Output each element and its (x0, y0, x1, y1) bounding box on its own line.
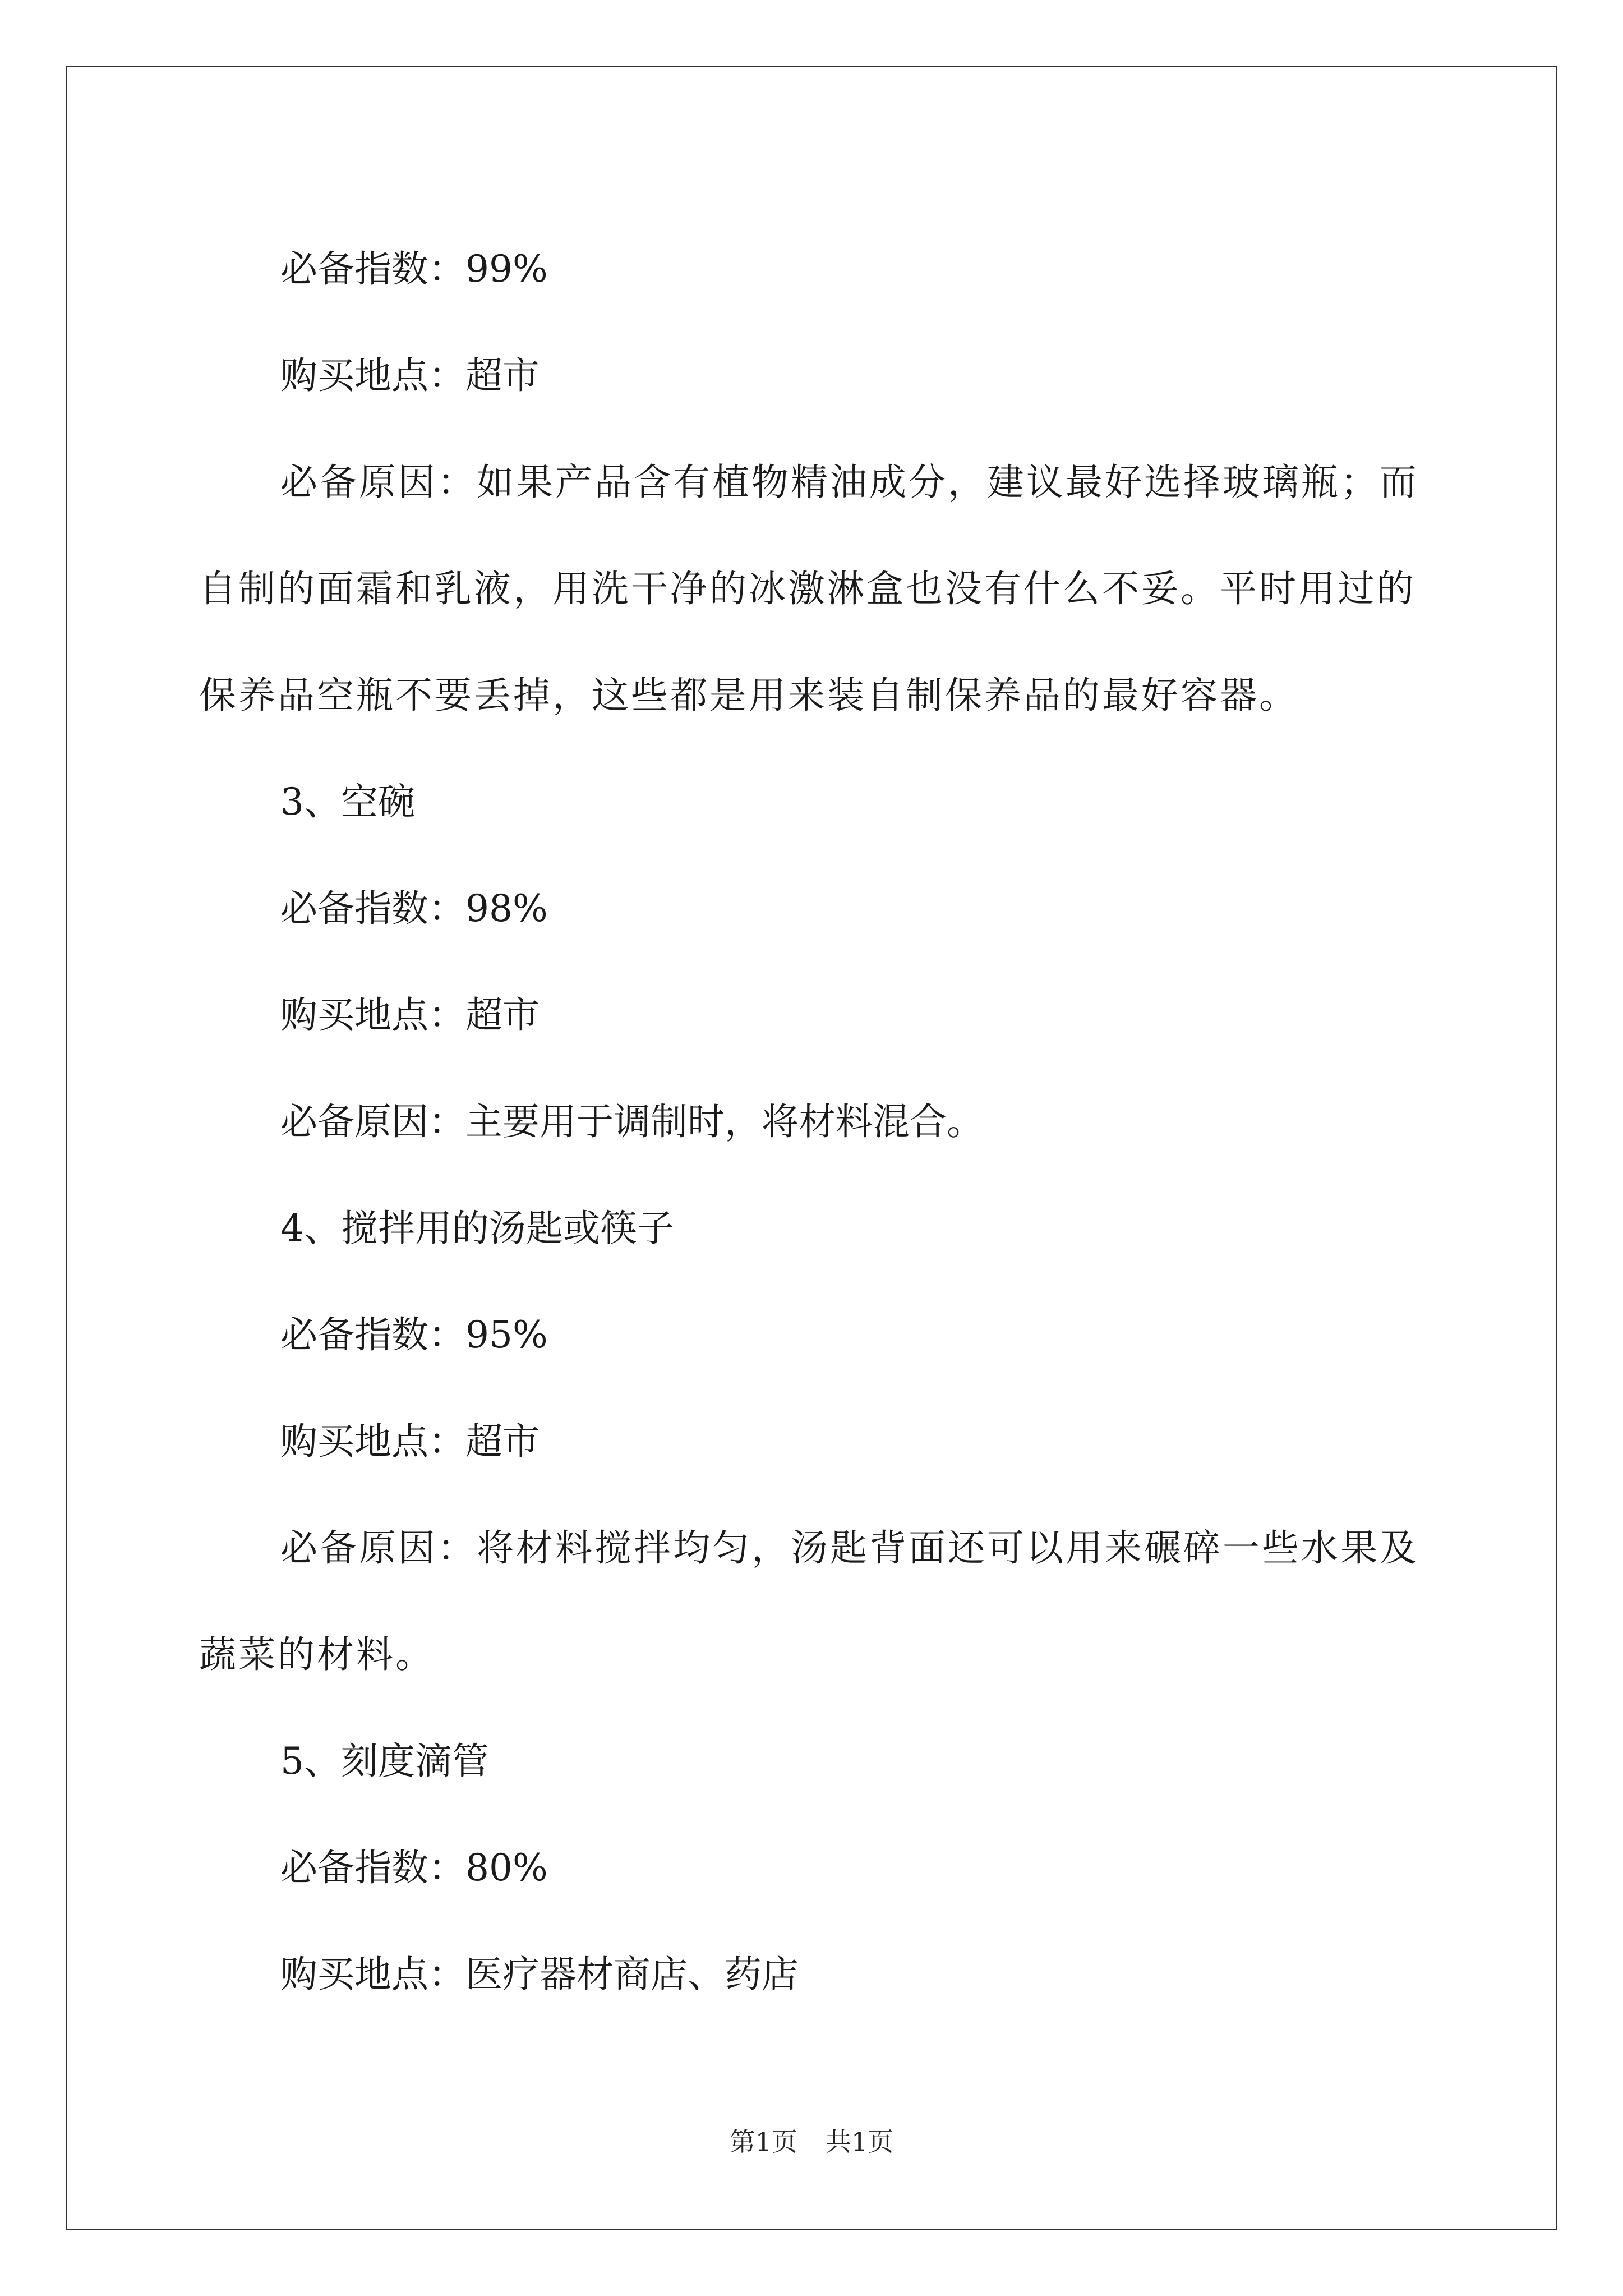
paragraph-purchase-place-1: 购买地点：超市 (280, 354, 540, 397)
paragraph-reason-1: 必备原因：如果产品含有植物精油成分，建议最好选择玻璃瓶；而自制的面霜和乳液，用洗干净的冰激淋盒也没有什么不妥。平时用过的保养品空瓶不要丢掉，这些都是用来装自制保养品的最好容器。 (199, 461, 1419, 717)
paragraph-must-have-index-4: 必备指数：95% (280, 1313, 548, 1356)
page-total: 共1页 (826, 2127, 894, 2157)
paragraph-purchase-place-5: 购买地点：医疗器材商店、药店 (280, 1953, 799, 1996)
paragraph-must-have-index-3: 必备指数：98% (280, 887, 548, 930)
paragraph-must-have-index-5: 必备指数：80% (280, 1846, 548, 1889)
paragraph-must-have-index-1: 必备指数：99% (280, 247, 548, 291)
document-body (199, 216, 1438, 2028)
heading-item-5: 5、刻度滴管 (280, 1740, 489, 1783)
paragraph-purchase-place-4: 购买地点：超市 (280, 1420, 540, 1463)
page-footer (0, 2125, 1623, 2159)
page-number: 第1页 (729, 2127, 797, 2157)
paragraph-reason-4: 必备原因：将材料搅拌均匀，汤匙背面还可以用来碾碎一些水果及蔬菜的材料。 (199, 1526, 1419, 1676)
heading-item-3: 3、空碗 (280, 780, 415, 823)
paragraph-purchase-place-3: 购买地点：超市 (280, 993, 540, 1037)
paragraph-reason-3: 必备原因：主要用于调制时，将材料混合。 (280, 1100, 984, 1143)
heading-item-4: 4、搅拌用的汤匙或筷子 (280, 1207, 674, 1250)
